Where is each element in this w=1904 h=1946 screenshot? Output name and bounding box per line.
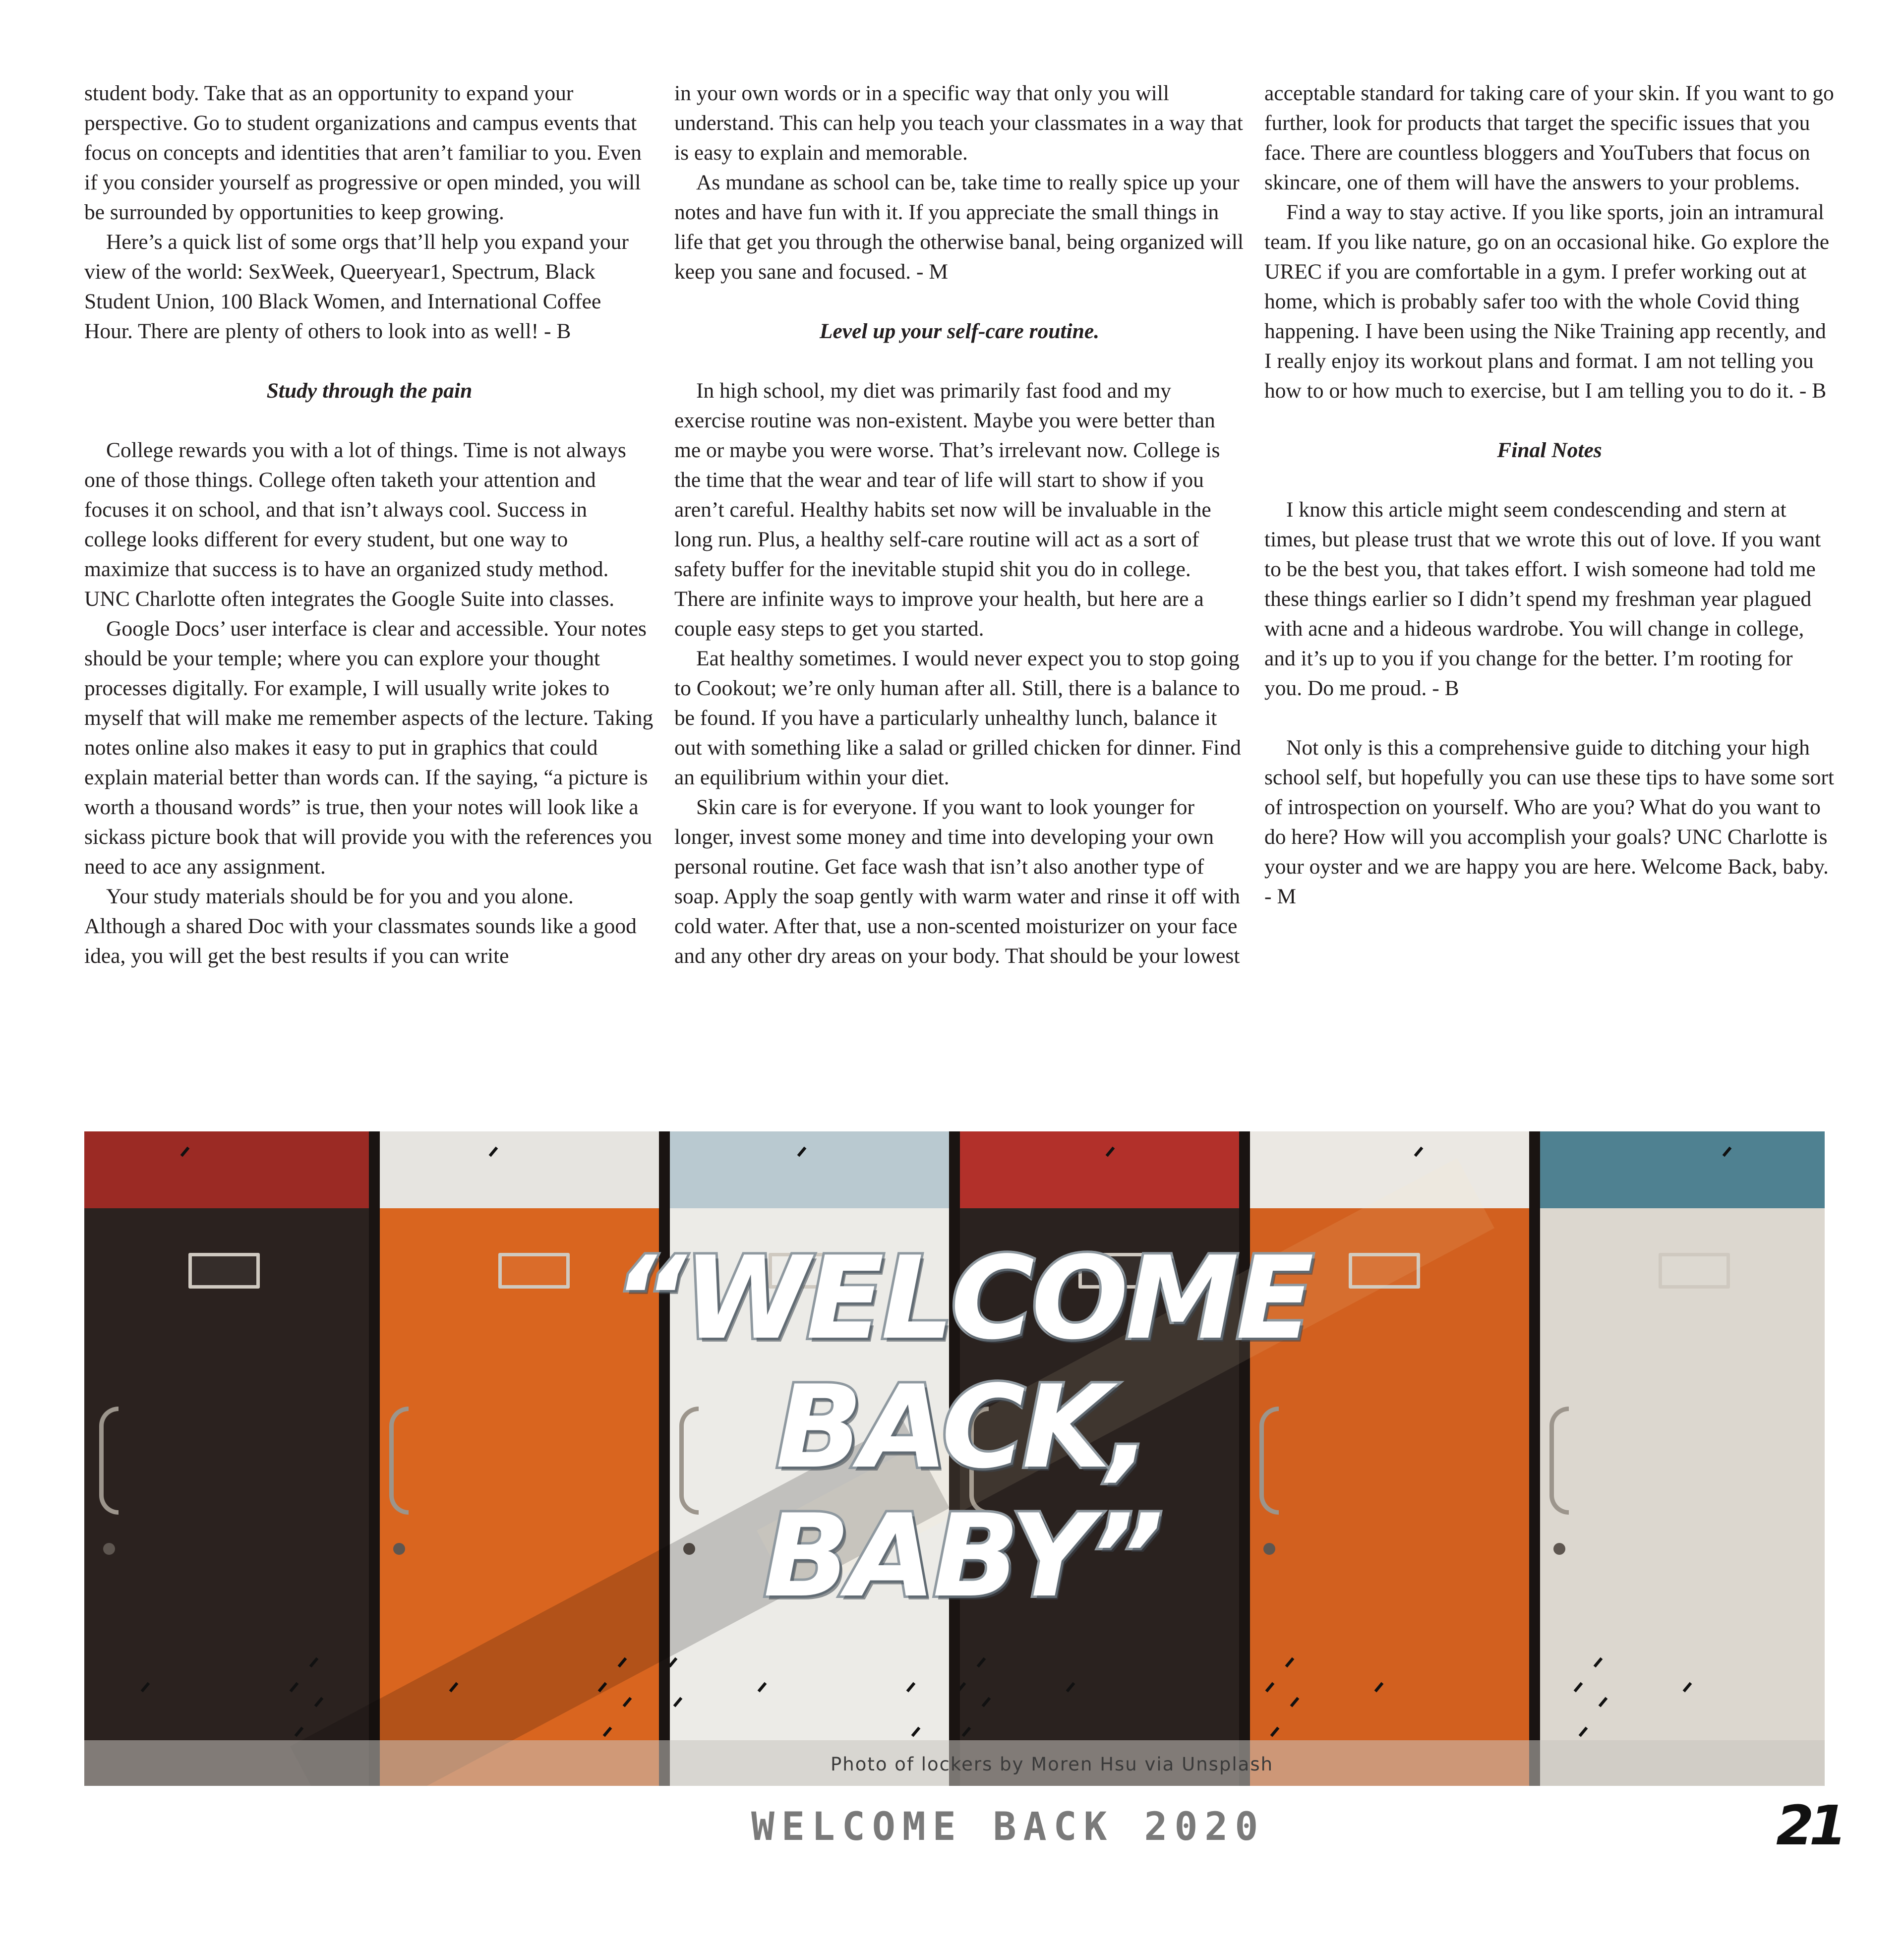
body-paragraph: Here’s a quick list of some orgs that’ll help you expand your view of the world: SexWeek, Queeryear1, Spectrum, Black Student Union, 100 Black Women, and International Coffee Hour. There are plenty of others to look into as well! - B <box>84 230 629 343</box>
paragraph-gap <box>84 406 654 435</box>
paragraph-gap <box>1264 465 1835 495</box>
article-column-2 <box>674 78 1245 971</box>
body-paragraph: student body. Take that as an opportunity to expand your perspective. Go to student organizations and campus events that focus on concepts and identities that aren’t familiar to you. Even if you consider yourself as progressive or open minded, you will be surrounded by opportunities to keep growing. <box>84 81 642 224</box>
section-heading: Study through the pain <box>266 379 473 403</box>
locker-top-panel <box>84 1131 374 1208</box>
section-heading: Level up your self-care routine. <box>819 319 1100 343</box>
paragraph-gap <box>674 346 1245 376</box>
body-paragraph: Your study materials should be for you and you alone. Although a shared Doc with your classmates sounds like a good idea, you will get the best results if you can write <box>84 885 637 968</box>
body-paragraph: I know this article might seem condescending and stern at times, but please trust that we wrote this out of love. If you want to be the best you, that takes effort. I wish someone had told me these things earlier so I didn’t spend my freshman year plagued with acne and a hideous wardrobe. You will change in college, and it’s up to you if you change for the better. I’m rooting for you. Do me proud. - B <box>1264 498 1821 700</box>
locker-label-plate <box>188 1253 260 1289</box>
locker-label-plate <box>1659 1253 1730 1289</box>
footer-magazine-title: WELCOME BACK 2020 <box>751 1805 1265 1849</box>
paragraph-gap <box>1264 703 1835 733</box>
locker-top-panel <box>1535 1131 1825 1208</box>
locker-gap <box>369 1131 380 1786</box>
locker-handle <box>389 1407 409 1515</box>
body-paragraph: in your own words or in a specific way that only you will understand. This can help you teach your classmates in a way that is easy to explain and memorable. <box>674 81 1243 165</box>
headline-line-2: BABY” <box>763 1490 1161 1623</box>
body-paragraph: Google Docs’ user interface is clear and accessible. Your notes should be your temple; where you can explore your thought processes digitally. For example, I will usually write jokes to myself that will make me remember aspects of the lecture. Taking notes online also makes it easy to put in graphics that could explain material better than words can. If the saying, “a picture is worth a thousand words” is true, then your notes will look like a sickass picture book that will provide you with the references you need to ace any assignment. <box>84 617 654 879</box>
body-paragraph: Skin care is for everyone. If you want to look younger for longer, invest some money and time into developing your own personal routine. Get face wash that isn’t also another type of soap. Apply the soap gently with warm water and rinse it off with cold water. After that, use a non-scented moisturizer on your face and any other dry areas on your body. That should be your lowest <box>674 795 1240 968</box>
body-paragraph: Find a way to stay active. If you like sports, join an intramural team. If you like nature, go on an occasional hike. Go explore the UREC if you are comfortable in a gym. I prefer working out at home, which is probably safer too with the whole Covid thing happening. I have been using the Nike Training app recently, and I really enjoy its workout plans and format. I am not telling you how to or how much to exercise, but I am telling you to do it. - B <box>1264 200 1830 403</box>
body-paragraph: Eat healthy sometimes. I would never expect you to stop going to Cookout; we’re only human after all. Still, there is a balance to be found. If you have a particularly unhealthy lunch, balance it out with something like a salad or grilled chicken for dinner. Find an equilibrium within your diet. <box>674 647 1241 789</box>
photo-caption: Photo of lockers by Moren Hsu via Unsplash <box>831 1754 1274 1775</box>
locker-door <box>84 1208 374 1786</box>
body-paragraph: College rewards you with a lot of things. Time is not always one of those things. College often taketh your attention and focuses it on school, and that isn’t always cool. Success in college looks different for every student, but one way to maximize that success is to have an organized study method. UNC Charlotte often integrates the Google Suite into classes. <box>84 438 626 611</box>
article-column-1 <box>84 78 654 971</box>
body-paragraph: Not only is this a comprehensive guide to ditching your high school self, but hopefully you can use these tips to have some sort of introspection on yourself. Who are you? What do you want to do here? How will you accomplish your goals? UNC Charlotte is your oyster and we are happy you are here. Welcome Back, baby. - M <box>1264 736 1834 908</box>
locker-top-panel <box>664 1131 954 1208</box>
locker-top-panel <box>374 1131 664 1208</box>
locker-lock <box>1553 1543 1565 1555</box>
article-column-3 <box>1264 78 1835 911</box>
locker <box>84 1131 374 1786</box>
locker-lock <box>393 1543 405 1555</box>
page-number: 21 <box>1776 1794 1843 1857</box>
headline <box>416 1235 1507 1621</box>
body-paragraph: acceptable standard for taking care of your skin. If you want to go further, look for products that target the specific issues that you face. There are countless bloggers and YouTubers that focus on skincare, one of them will have the answers to your problems. <box>1264 81 1834 194</box>
locker-gap <box>1529 1131 1540 1786</box>
locker-handle <box>99 1407 119 1515</box>
locker <box>1535 1131 1825 1786</box>
paragraph-gap <box>1264 406 1835 435</box>
section-heading: Final Notes <box>1497 438 1602 462</box>
headline-line-1: “WELCOME BACK, <box>613 1233 1311 1494</box>
locker-top-panel <box>954 1131 1245 1208</box>
body-paragraph: In high school, my diet was primarily fast food and my exercise routine was non-existent. Maybe you were better than me or maybe you were worse. That’s irrelevant now. College is the time that the wear and tear of life will start to show if you aren’t careful. Healthy habits set now will be invaluable in the long run. Plus, a healthy self-care routine will act as a sort of safety buffer for the inevitable stupid shit you do in college. There are infinite ways to improve your health, but here are a couple easy steps to get you started. <box>674 379 1220 641</box>
body-paragraph: As mundane as school can be, take time to really spice up your notes and have fun with it. If you appreciate the small things in life that get you through the otherwise banal, being organized will keep you sane and focused. - M <box>674 171 1244 284</box>
paragraph-gap <box>674 287 1245 316</box>
locker-door <box>1535 1208 1825 1786</box>
locker-lock <box>103 1543 115 1555</box>
locker-handle <box>1549 1407 1569 1515</box>
paragraph-gap <box>84 346 654 376</box>
